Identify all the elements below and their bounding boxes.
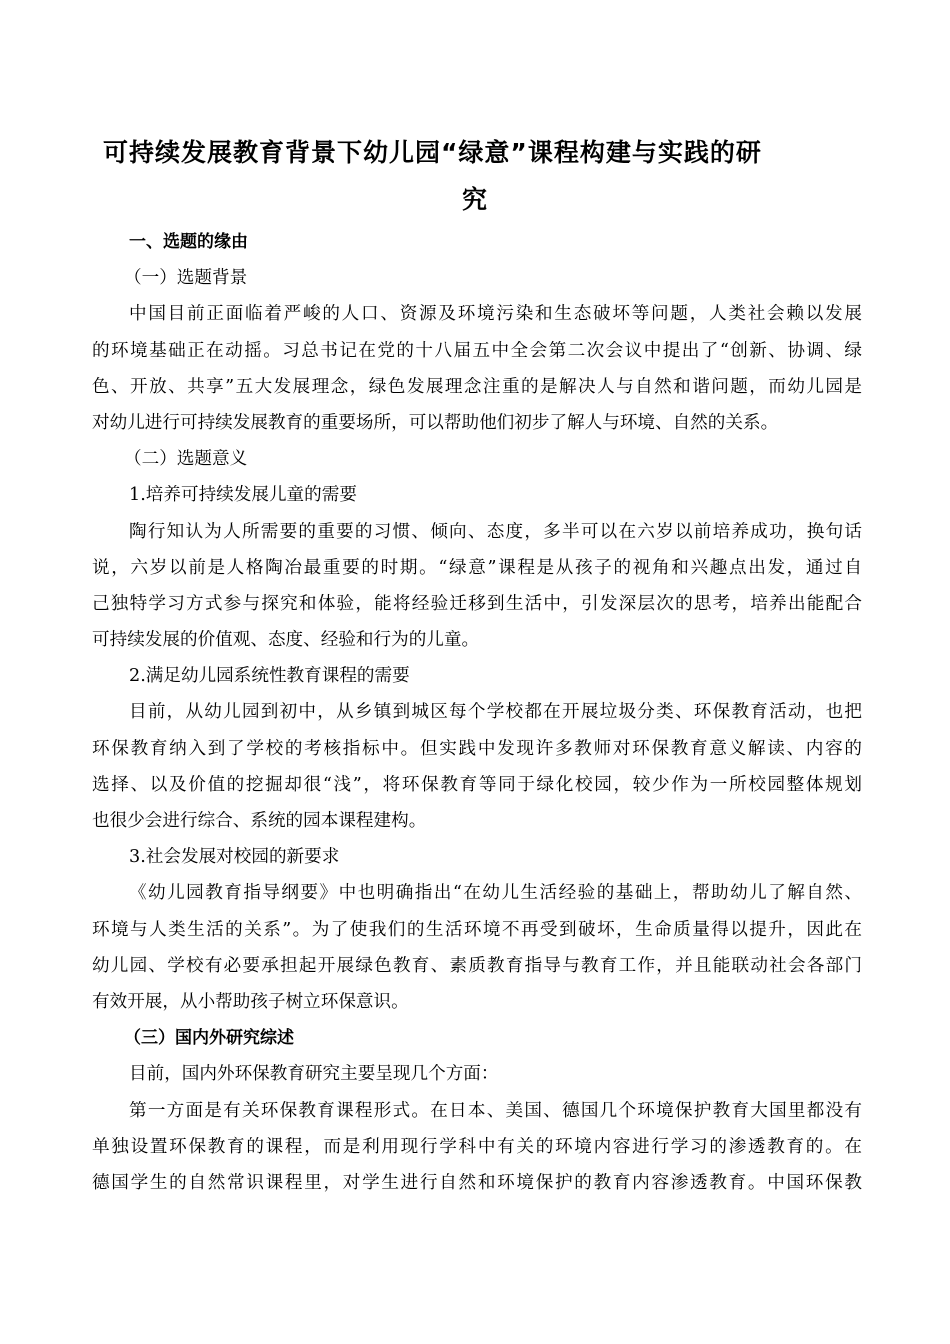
- subsection-heading: （三）国内外研究综述: [124, 1028, 294, 1049]
- subsection-heading: （二）选题意义: [124, 449, 248, 470]
- paragraph-line: 选择、以及价值的挖掘却很“浅”，将环保教育等同于绿化校园，较少作为一所校园整体规划: [92, 774, 862, 795]
- subsection-heading: （一）选题背景: [124, 268, 248, 289]
- paragraph-line: 《幼儿园教育指导纲要》中也明确指出“在幼儿生活经验的基础上，帮助幼儿了解自然、: [129, 883, 862, 904]
- document-title-line-1: 可持续发展教育背景下幼儿园“绿意”课程构建与实践的研: [103, 138, 762, 167]
- paragraph-line: 陶行知认为人所需要的重要的习惯、倾向、态度，多半可以在六岁以前培养成功，换句话: [129, 521, 862, 542]
- paragraph-line: 德国学生的自然常识课程里，对学生进行自然和环境保护的教育内容渗透教育。中国环保教: [92, 1172, 862, 1193]
- section-heading: 一、选题的缘由: [129, 232, 248, 252]
- paragraph-line: 说，六岁以前是人格陶冶最重要的时期。“绿意”课程是从孩子的视角和兴趣点出发，通过自: [92, 557, 862, 578]
- list-heading: 3.社会发展对校园的新要求: [129, 847, 340, 868]
- paragraph-line: 对幼儿进行可持续发展教育的重要场所，可以帮助他们初步了解人与环境、自然的关系。: [92, 412, 779, 433]
- paragraph-line: 可持续发展的价值观、态度、经验和行为的儿童。: [92, 630, 480, 651]
- paragraph-line: 也很少会进行综合、系统的园本课程建构。: [92, 811, 427, 831]
- list-heading: 2.满足幼儿园系统性教育课程的需要: [129, 666, 410, 687]
- paragraph-line: 有效开展，从小帮助孩子树立环保意识。: [92, 991, 409, 1012]
- paragraph-line: 中国目前正面临着严峻的人口、资源及环境污染和生态破坏等问题，人类社会赖以发展: [129, 304, 862, 325]
- paragraph-line: 的环境基础正在动摇。习总书记在党的十八届五中全会第二次会议中提出了“创新、协调、绿: [92, 340, 862, 361]
- paragraph-line: 己独特学习方式参与探究和体验，能将经验迁移到生活中，引发深层次的思考，培养出能配合: [92, 593, 862, 614]
- paragraph-line: 单独设置环保教育的课程，而是利用现行学科中有关的环境内容进行学习的渗透教育的。在: [92, 1136, 862, 1157]
- document-title-line-2: 究: [461, 185, 488, 214]
- paragraph-line: 第一方面是有关环保教育课程形式。在日本、美国、德国几个环境保护教育大国里都没有: [129, 1100, 862, 1121]
- paragraph-line: 色、开放、共享”五大发展理念，绿色发展理念注重的是解决人与自然和谐问题，而幼儿园是: [92, 376, 862, 397]
- paragraph-line: 幼儿园、学校有必要承担起开展绿色教育、素质教育指导与教育工作，并且能联动社会各部门: [92, 955, 862, 976]
- paragraph-line: 目前，从幼儿园到初中，从乡镇到城区每个学校都在开展垃圾分类、环保教育活动，也把: [129, 702, 862, 723]
- paragraph-line: 环保教育纳入到了学校的考核指标中。但实践中发现许多教师对环保教育意义解读、内容的: [92, 738, 862, 759]
- paragraph-line: 目前，国内外环保教育研究主要呈现几个方面：: [129, 1064, 499, 1085]
- paragraph-line: 环境与人类生活的关系”。为了使我们的生活环境不再受到破坏，生命质量得以提升，因此在: [92, 919, 862, 940]
- document-body: [92, 224, 862, 1201]
- list-heading: 1.培养可持续发展儿童的需要: [129, 485, 357, 506]
